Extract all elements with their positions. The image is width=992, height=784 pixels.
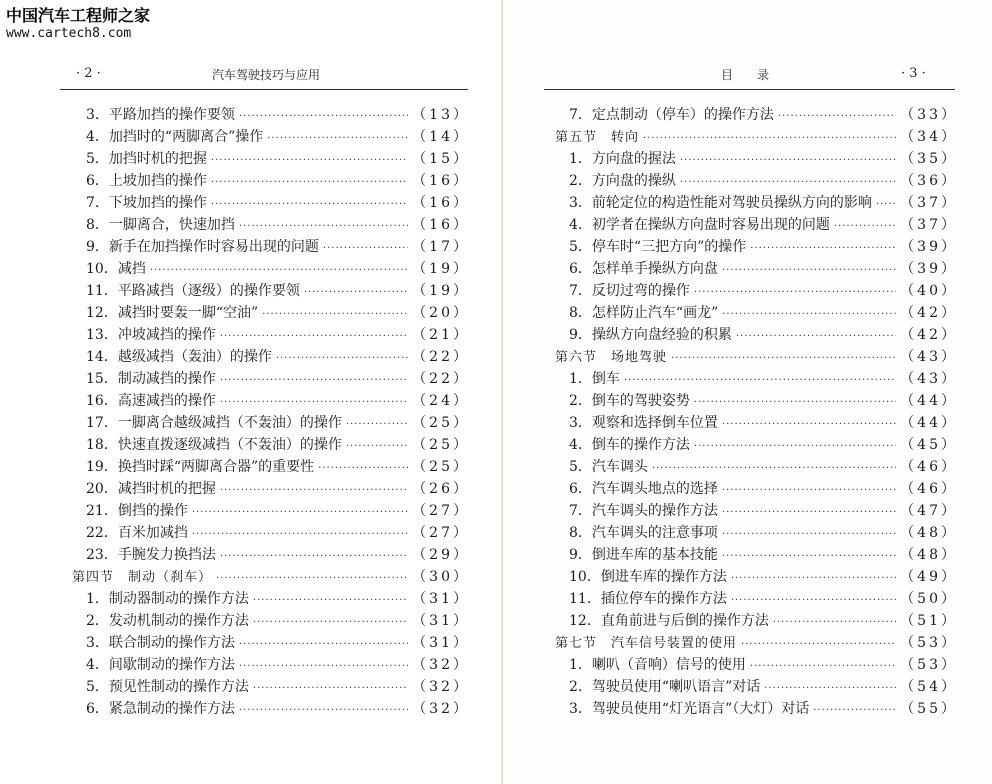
toc-entry-title: 3．驾驶员使用“灯光语言”（大灯）对话 <box>569 701 810 717</box>
toc-page-number: （31） <box>412 591 470 607</box>
toc-entry[interactable] <box>555 456 958 478</box>
dot-leader <box>722 260 896 282</box>
site-watermark <box>6 6 150 42</box>
page-number: · 3 · <box>901 66 926 81</box>
dot-leader <box>722 546 896 568</box>
toc-entry-title: 7．定点制动（停车）的操作方法 <box>569 107 774 123</box>
dot-leader <box>220 392 408 414</box>
toc-page-number: （27） <box>412 525 470 541</box>
toc-entry-title: 10．减挡 <box>86 261 146 277</box>
dot-leader <box>736 326 896 348</box>
toc-section-entry[interactable] <box>555 632 958 654</box>
toc-page-number: （16） <box>412 173 470 189</box>
dot-leader <box>239 216 408 238</box>
dot-leader <box>731 590 896 612</box>
toc-entry-title: 3．联合制动的操作方法 <box>86 635 235 651</box>
toc-entry[interactable] <box>72 434 470 456</box>
dot-leader <box>778 106 896 128</box>
toc-entry-title: 8．一脚离合，快速加挡 <box>86 217 235 233</box>
toc-page-number: （27） <box>412 503 470 519</box>
toc-page-number: （21） <box>412 327 470 343</box>
toc-entry[interactable] <box>72 126 470 148</box>
toc-entry-title: 19．换挡时踩“两脚离合器”的重要性 <box>86 459 315 475</box>
toc-page-number: （16） <box>412 195 470 211</box>
toc-page-number: （16） <box>412 217 470 233</box>
toc-entry-title: 4．初学者在操纵方向盘时容易出现的问题 <box>569 217 830 233</box>
dot-leader <box>211 150 408 172</box>
dot-leader <box>211 172 408 194</box>
toc-entry-title: 14．越级减挡（轰油）的操作 <box>86 349 272 365</box>
toc-entry-title: 1．方向盘的握法 <box>569 151 676 167</box>
toc-entry[interactable] <box>72 478 470 500</box>
dot-leader <box>318 458 408 480</box>
toc-entry[interactable] <box>72 500 470 522</box>
toc-entry[interactable] <box>555 676 958 698</box>
dot-leader <box>220 546 408 568</box>
dot-leader <box>643 128 896 150</box>
toc-entry-title: 2．倒车的驾驶姿势 <box>569 393 690 409</box>
toc-entry-title: 3．平路加挡的操作要领 <box>86 107 235 123</box>
toc-entry-title: 8．汽车调头的注意事项 <box>569 525 718 541</box>
toc-entry[interactable] <box>555 170 958 192</box>
toc-entry[interactable] <box>72 456 470 478</box>
dot-leader <box>722 524 896 546</box>
toc-page-number: （47） <box>900 503 958 519</box>
toc-entry[interactable] <box>72 522 470 544</box>
toc-entry-title: 20．减挡时机的把握 <box>86 481 216 497</box>
toc-entry[interactable] <box>555 280 958 302</box>
toc-entry-title: 6．上坡加挡的操作 <box>86 173 207 189</box>
toc-page-number: （14） <box>412 129 470 145</box>
toc-entry[interactable] <box>72 148 470 170</box>
toc-entry[interactable] <box>555 368 958 390</box>
dot-leader <box>671 348 896 370</box>
dot-leader <box>773 612 896 634</box>
toc-entry-title: 5．汽车调头 <box>569 459 648 475</box>
toc-entry-title: 1．制动器制动的操作方法 <box>86 591 249 607</box>
toc-entry[interactable] <box>555 236 958 258</box>
dot-leader <box>731 568 896 590</box>
toc-page-number: （43） <box>900 371 958 387</box>
toc-entry[interactable] <box>555 698 958 720</box>
toc-page-number: （33） <box>900 107 958 123</box>
toc-page-number: （46） <box>900 459 958 475</box>
header-rule <box>60 89 468 90</box>
toc-entry[interactable] <box>72 104 470 126</box>
toc-entry-title: 7．反切过弯的操作 <box>569 283 690 299</box>
toc-entry[interactable] <box>555 412 958 434</box>
dot-leader <box>239 656 408 678</box>
toc-page-number: （48） <box>900 547 958 563</box>
toc-entry-title: 9．新手在加挡操作时容易出现的问题 <box>86 239 319 255</box>
toc-entry-title: 2．发动机制动的操作方法 <box>86 613 249 629</box>
toc-entry-title: 15．制动减挡的操作 <box>86 371 216 387</box>
toc-entry-title: 21．倒挡的操作 <box>86 503 188 519</box>
toc-page-number: （44） <box>900 393 958 409</box>
toc-entry-title: 6．怎样单手操纵方向盘 <box>569 261 718 277</box>
toc-entry[interactable] <box>555 588 958 610</box>
toc-entry-title: 6．紧急制动的操作方法 <box>86 701 235 717</box>
toc-entry[interactable] <box>555 544 958 566</box>
toc-entry[interactable] <box>555 434 958 456</box>
toc-entry[interactable] <box>72 324 470 346</box>
toc-entry-title: 3．观察和选择倒车位置 <box>569 415 718 431</box>
toc-entry-title: 8．怎样防止汽车“画龙” <box>569 305 719 321</box>
toc-entry-title: 5．停车时“三把方向”的操作 <box>569 239 747 255</box>
toc-page-number: （25） <box>412 415 470 431</box>
dot-leader <box>750 656 896 678</box>
toc-section-entry[interactable] <box>555 346 958 368</box>
toc-page-number: （44） <box>900 415 958 431</box>
dot-leader <box>239 106 408 128</box>
toc-page-number: （17） <box>412 239 470 255</box>
toc-entry-title: 7．下坡加挡的操作 <box>86 195 207 211</box>
dot-leader <box>262 304 408 326</box>
dot-leader <box>813 700 896 722</box>
toc-page-number: （50） <box>900 591 958 607</box>
watermark-url: www.cartech8.com <box>6 26 132 41</box>
toc-entry-title: 1．喇叭（音响）信号的使用 <box>569 657 746 673</box>
toc-entry[interactable] <box>555 148 958 170</box>
dot-leader <box>764 678 896 700</box>
toc-entry-title: 第四节 制动（刹车） <box>72 570 213 585</box>
watermark-site-name: 中国汽车工程师之家 <box>6 6 151 25</box>
dot-leader <box>741 634 896 656</box>
toc-page-number: （25） <box>412 437 470 453</box>
toc-entry-title: 10．倒进车库的操作方法 <box>569 569 727 585</box>
toc-entry-title: 11．插位停车的操作方法 <box>569 591 727 607</box>
toc-entry[interactable] <box>72 368 470 390</box>
toc-entry-title: 12．减挡时要轰一脚“空油” <box>86 305 259 321</box>
toc-entry-title: 5．预见性制动的操作方法 <box>86 679 249 695</box>
toc-page-number: （19） <box>412 283 470 299</box>
dot-leader <box>346 436 408 458</box>
toc-page-number: （22） <box>412 371 470 387</box>
toc-page-number: （51） <box>900 613 958 629</box>
toc-entry-title: 11．平路减挡（逐级）的操作要领 <box>86 283 300 299</box>
toc-page-number: （31） <box>412 613 470 629</box>
dot-leader <box>216 568 408 590</box>
toc-page-number: （39） <box>900 261 958 277</box>
toc-entry[interactable] <box>72 390 470 412</box>
toc-entry-title: 第七节 汽车信号装置的使用 <box>555 636 738 651</box>
toc-entry-title: 3．前轮定位的构造性能对驾驶员操纵方向的影响 <box>569 195 872 211</box>
toc-page-number: （53） <box>900 657 958 673</box>
dot-leader <box>220 480 408 502</box>
toc-entry-title: 12．直角前进与后倒的操作方法 <box>569 613 769 629</box>
toc-page-number: （26） <box>412 481 470 497</box>
toc-entry-title: 18．快速直拨逐级减挡（不轰油）的操作 <box>86 437 342 453</box>
header-rule <box>544 89 955 90</box>
toc-page-number: （42） <box>900 327 958 343</box>
table-of-contents <box>555 104 958 720</box>
toc-page-number: （19） <box>412 261 470 277</box>
toc-entry-title: 1．倒车 <box>569 371 620 387</box>
toc-entry[interactable] <box>555 522 958 544</box>
toc-entry[interactable] <box>72 214 470 236</box>
toc-entry-title: 第五节 转向 <box>555 130 640 145</box>
dot-leader <box>220 326 408 348</box>
toc-entry[interactable] <box>72 588 470 610</box>
toc-entry[interactable] <box>555 500 958 522</box>
dot-leader <box>346 414 408 436</box>
dot-leader <box>276 348 408 370</box>
right-page <box>503 0 992 784</box>
toc-entry[interactable] <box>72 280 470 302</box>
toc-entry[interactable] <box>72 632 470 654</box>
toc-entry[interactable] <box>555 104 958 126</box>
dot-leader <box>220 370 408 392</box>
toc-page-number: （46） <box>900 481 958 497</box>
running-title: 目 录 <box>721 68 770 82</box>
toc-page-number: （53） <box>900 635 958 651</box>
toc-entry[interactable] <box>72 192 470 214</box>
toc-page-number: （43） <box>900 349 958 365</box>
toc-entry[interactable] <box>72 302 470 324</box>
toc-entry-title: 9．操纵方向盘经验的积累 <box>569 327 732 343</box>
toc-entry-title: 4．间歇制动的操作方法 <box>86 657 235 673</box>
toc-page-number: （48） <box>900 525 958 541</box>
toc-entry[interactable] <box>72 258 470 280</box>
dot-leader <box>750 238 896 260</box>
toc-entry-title: 7．汽车调头的操作方法 <box>569 503 718 519</box>
toc-page-number: （25） <box>412 459 470 475</box>
toc-entry[interactable] <box>555 324 958 346</box>
toc-entry-title: 9．倒进车库的基本技能 <box>569 547 718 563</box>
toc-entry[interactable] <box>555 654 958 676</box>
toc-page-number: （31） <box>412 635 470 651</box>
toc-page-number: （34） <box>900 129 958 145</box>
toc-page-number: （35） <box>900 151 958 167</box>
dot-leader <box>253 612 408 634</box>
dot-leader <box>192 524 408 546</box>
toc-entry-title: 17．一脚离合越级减挡（不轰油）的操作 <box>86 415 342 431</box>
dot-leader <box>694 436 896 458</box>
toc-page-number: （37） <box>900 217 958 233</box>
toc-page-number: （42） <box>900 305 958 321</box>
toc-entry-title: 6．汽车调头地点的选择 <box>569 481 718 497</box>
dot-leader <box>722 502 896 524</box>
dot-leader <box>722 414 896 436</box>
toc-page-number: （36） <box>900 173 958 189</box>
dot-leader <box>211 194 408 216</box>
toc-page-number: （32） <box>412 679 470 695</box>
dot-leader <box>652 458 896 480</box>
toc-entry[interactable] <box>555 610 958 632</box>
toc-entry-title: 16．高速减挡的操作 <box>86 393 216 409</box>
toc-section-entry[interactable] <box>72 566 470 588</box>
toc-page-number: （54） <box>900 679 958 695</box>
toc-page-number: （32） <box>412 657 470 673</box>
dot-leader <box>694 282 896 304</box>
toc-entry[interactable] <box>555 478 958 500</box>
toc-page-number: （30） <box>412 569 470 585</box>
toc-entry-title: 4．加挡时的“两脚离合”操作 <box>86 129 264 145</box>
toc-entry[interactable] <box>555 192 958 214</box>
toc-section-entry[interactable] <box>555 126 958 148</box>
toc-entry-title: 4．倒车的操作方法 <box>569 437 690 453</box>
toc-entry[interactable] <box>555 302 958 324</box>
toc-entry[interactable] <box>72 346 470 368</box>
dot-leader <box>323 238 408 260</box>
toc-entry[interactable] <box>555 258 958 280</box>
table-of-contents <box>72 104 470 720</box>
toc-page-number: （13） <box>412 107 470 123</box>
toc-page-number: （20） <box>412 305 470 321</box>
toc-entry[interactable] <box>555 566 958 588</box>
toc-entry[interactable] <box>555 390 958 412</box>
toc-page-number: （39） <box>900 239 958 255</box>
dot-leader <box>722 480 896 502</box>
running-title: 汽车驾驶技巧与应用 <box>212 68 321 82</box>
dot-leader <box>834 216 896 238</box>
dot-leader <box>680 172 896 194</box>
page-number: · 2 · <box>76 66 101 81</box>
toc-entry-title: 5．加挡时机的把握 <box>86 151 207 167</box>
dot-leader <box>239 634 408 656</box>
toc-entry[interactable] <box>72 236 470 258</box>
dot-leader <box>722 304 896 326</box>
toc-entry[interactable] <box>72 676 470 698</box>
dot-leader <box>680 150 896 172</box>
toc-entry[interactable] <box>72 170 470 192</box>
toc-page-number: （32） <box>412 701 470 717</box>
toc-entry-title: 第六节 场地驾驶 <box>555 350 668 365</box>
toc-entry[interactable] <box>72 544 470 566</box>
toc-page-number: （24） <box>412 393 470 409</box>
dot-leader <box>304 282 408 304</box>
dot-leader <box>876 194 896 216</box>
dot-leader <box>267 128 408 150</box>
toc-entry[interactable] <box>72 412 470 434</box>
toc-page-number: （45） <box>900 437 958 453</box>
toc-entry[interactable] <box>72 698 470 720</box>
dot-leader <box>239 700 408 722</box>
toc-entry-title: 22．百米加减挡 <box>86 525 188 541</box>
toc-page-number: （29） <box>412 547 470 563</box>
toc-entry-title: 13．冲坡减挡的操作 <box>86 327 216 343</box>
toc-page-number: （37） <box>900 195 958 211</box>
dot-leader <box>253 678 408 700</box>
dot-leader <box>192 502 408 524</box>
toc-page-number: （22） <box>412 349 470 365</box>
toc-page-number: （55） <box>900 701 958 717</box>
dot-leader <box>150 260 408 282</box>
toc-entry-title: 23．手腕发力换挡法 <box>86 547 216 563</box>
right-page-header <box>503 66 992 86</box>
toc-entry[interactable] <box>72 654 470 676</box>
toc-entry-title: 2．方向盘的操纵 <box>569 173 676 189</box>
dot-leader <box>694 392 896 414</box>
toc-entry-title: 2．驾驶员使用“喇叭语言”对话 <box>569 679 761 695</box>
left-page-header <box>0 66 503 86</box>
dot-leader <box>624 370 896 392</box>
toc-page-number: （15） <box>412 151 470 167</box>
dot-leader <box>253 590 408 612</box>
toc-page-number: （49） <box>900 569 958 585</box>
toc-page-number: （40） <box>900 283 958 299</box>
toc-entry[interactable] <box>72 610 470 632</box>
toc-entry[interactable] <box>555 214 958 236</box>
